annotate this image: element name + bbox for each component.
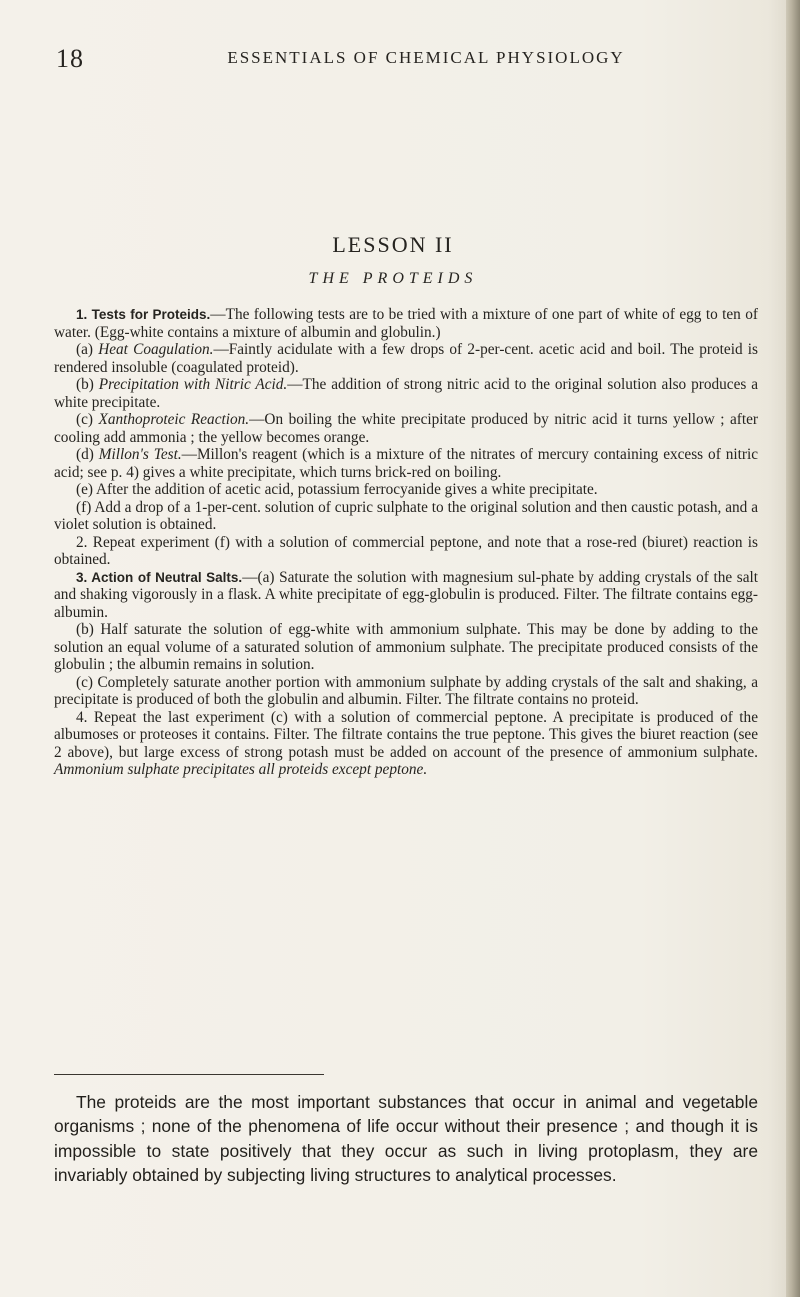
- experiment-conclusion: Ammonium sulphate precipitates all proteids except peptone.: [54, 761, 428, 778]
- experiment-paragraph: [54, 446, 758, 481]
- experiment-paragraph: [54, 376, 758, 411]
- experiment-label: (c): [76, 673, 93, 691]
- experiment-text: After the addition of acetic acid, potassium ferrocyanide gives a white precipitate.: [95, 481, 598, 498]
- experiment-text: —The addition of strong nitric acid to the original solution also produces a white precipitate.: [54, 376, 758, 411]
- experiment-paragraph: [54, 499, 758, 534]
- experiment-paragraph: [54, 709, 758, 779]
- experiment-paragraph: [54, 569, 758, 622]
- experiment-paragraph: [54, 411, 758, 446]
- experiment-number: 2.: [76, 533, 88, 551]
- experiment-text: —On boiling the white precipitate produced by nitric acid it turns yellow ; after cooling add ammonia ; the yellow becomes orange.: [54, 411, 759, 446]
- experiment-paragraph: [54, 481, 758, 499]
- running-head: [56, 44, 716, 74]
- experiment-label: (d): [76, 446, 94, 463]
- experiment-text: Add a drop of a 1-per-cent. solution of cupric sulphate to the original solution and then caustic potash, and a violet solution is obtained.: [54, 498, 758, 533]
- experiment-title: Precipitation with Nitric Acid.: [98, 376, 288, 393]
- experiment-paragraph: [54, 621, 758, 674]
- experiment-number: 4.: [76, 708, 88, 726]
- experiment-text: Completely saturate another portion with ammonium sulphate by adding crystals of the salt and shaking, a precipitate is produced of both the globulin and albumin. Filter. The filtrate contains no proteid.: [54, 673, 759, 708]
- experiment-heading: 3. Action of Neutral Salts.: [76, 569, 243, 585]
- experiment-label: (e): [76, 481, 93, 498]
- experiment-title: Millon's Test.: [98, 446, 182, 463]
- experiment-text: —The following tests are to be tried with a mixture of one part of white of egg to ten of water. (Egg-white contains a mixture of albumin and globulin.): [54, 306, 758, 341]
- experiment-text: —Faintly acidulate with a few drops of 2-per-cent. acetic acid and boil. The proteid is rendered insoluble (coagulated proteid).: [54, 341, 758, 376]
- lesson-subtitle: THE PROTEIDS: [308, 270, 478, 287]
- book-spine-edge: [786, 0, 800, 1297]
- experiment-label: (b): [76, 621, 94, 638]
- experiment-text: —Millon's reagent (which is a mixture of the nitrates of mercury containing excess of nitric acid; see p. 4) gives a white precipitate, which turns brick-red on boiling.: [54, 446, 758, 481]
- main-text: [54, 1090, 758, 1188]
- experiments-section: [54, 306, 758, 779]
- experiment-title: Heat Coagulation.: [98, 341, 214, 358]
- section-divider: [54, 1074, 324, 1075]
- experiment-label: (a): [76, 341, 93, 358]
- experiment-label: (f): [76, 498, 92, 516]
- experiment-text: Half saturate the solution of egg-white with ammonium sulphate. This may be done by adding to the solution an equal volume of a saturated solution of ammonium sulphate. The precipitate produced consists of the globulin ; the albumin remains in solution.: [54, 621, 758, 673]
- running-title: ESSENTIALS OF CHEMICAL PHYSIOLOGY: [227, 48, 625, 67]
- experiment-paragraph: [54, 306, 758, 341]
- experiment-text: Repeat experiment (f) with a solution of commercial peptone, and note that a rose-red (biuret) reaction is obtained.: [54, 533, 758, 568]
- experiment-label: (c): [76, 411, 93, 428]
- lesson-title: LESSON II: [332, 232, 454, 257]
- experiment-paragraph: [54, 534, 758, 569]
- experiment-title: Xanthoproteic Reaction.: [98, 411, 250, 428]
- experiment-label: (b): [76, 376, 94, 393]
- experiment-text: Repeat the last experiment (c) with a solution of commercial peptone. A precipitate is produced of the albumoses or proteoses it contains. Filter. The filtrate contains the true peptone. This gives the biuret reaction (see 2 above), but large excess of strong potash must be added on account of the presence of ammonium sulphate.: [54, 708, 758, 761]
- experiment-text: —(a) Saturate the solution with magnesium sul-phate by adding crystals of the salt and shaking vigorously in a flask. A white precipitate of egg-globulin is produced. Filter. The filtrate contains egg-albumin.: [54, 568, 759, 621]
- experiment-paragraph: [54, 341, 758, 376]
- experiment-heading: 1. Tests for Proteids.: [76, 307, 211, 322]
- experiment-paragraph: [54, 674, 758, 709]
- page-number: 18: [56, 44, 84, 73]
- body-paragraph: The proteids are the most important substances that occur in animal and vegetable organisms ; none of the phenomena of life occur without their presence ; and though it is impossible to state positively that they occur as such in living protoplasm, they are invariably obtained by subjecting living structures to analytical processes.: [54, 1092, 758, 1186]
